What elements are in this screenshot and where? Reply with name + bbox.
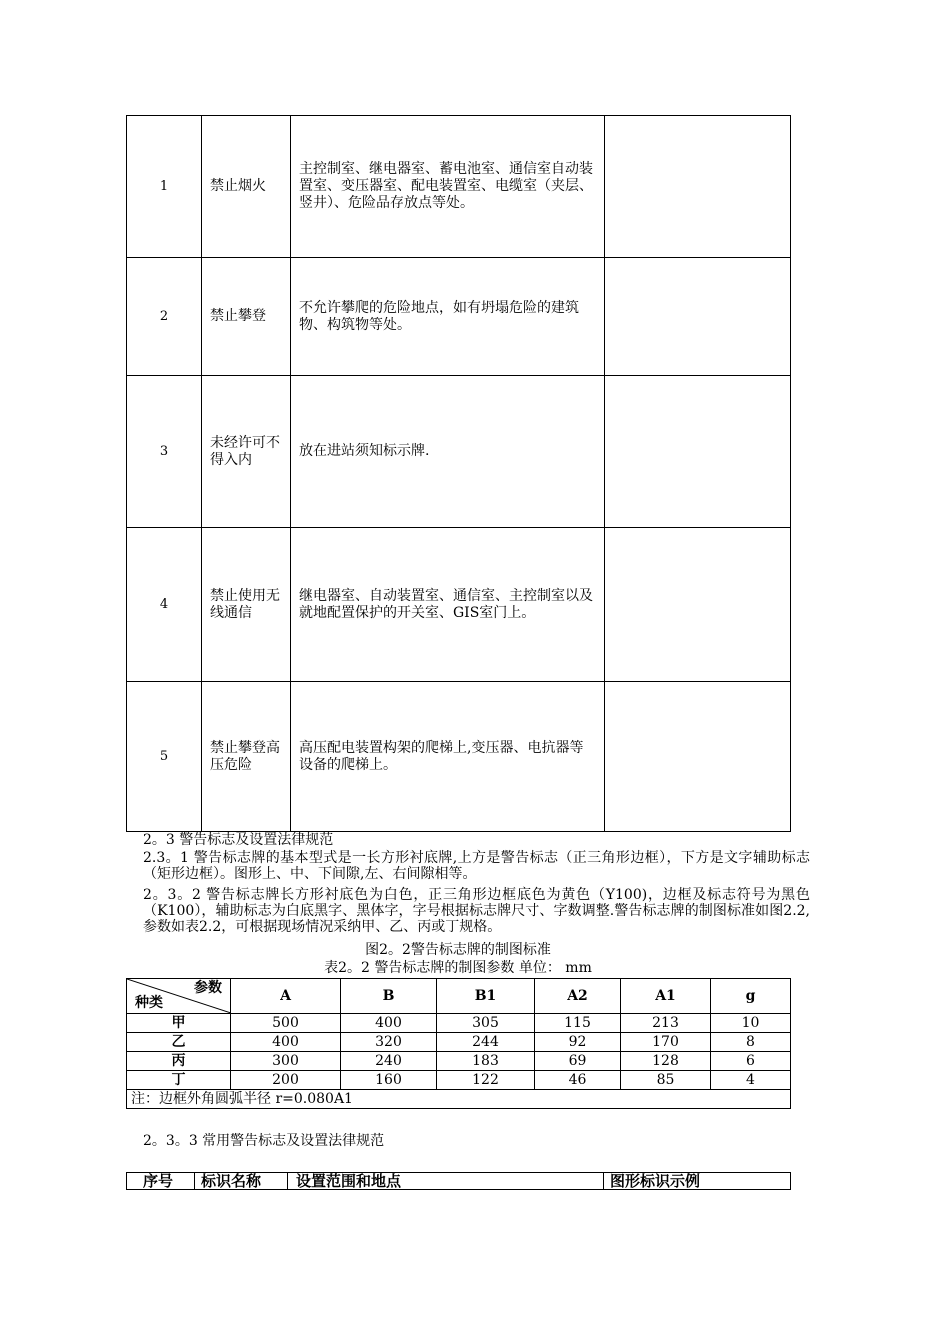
table-note: 注：边框外角圆弧半径 r=0.080A1 bbox=[127, 1090, 791, 1109]
value-cell: 244 bbox=[437, 1033, 535, 1052]
figure-caption: 图2。2警告标志牌的制图标准 bbox=[365, 942, 551, 958]
kind-cell: 丁 bbox=[127, 1071, 231, 1090]
value-cell: 400 bbox=[341, 1014, 437, 1033]
value-cell: 240 bbox=[341, 1052, 437, 1071]
column-header: A1 bbox=[621, 979, 711, 1014]
paragraph-2-3-1: 2.3。1 警告标志牌的基本型式是一长方形衬底牌,上方是警告标志（正三角形边框），下方是文字辅助标志（矩形边框）。图形上、中、下间隙,左、右间隙相等。 bbox=[143, 850, 810, 882]
value-cell: 183 bbox=[437, 1052, 535, 1071]
value-cell: 400 bbox=[231, 1033, 341, 1052]
value-cell: 213 bbox=[621, 1014, 711, 1033]
table-row bbox=[127, 1033, 791, 1052]
section-heading: 2。3 警告标志及设置法律规范 bbox=[143, 832, 334, 848]
value-cell: 8 bbox=[711, 1033, 791, 1052]
sign-scope: 高压配电装置构架的爬梯上,变压器、电抗器等设备的爬梯上。 bbox=[291, 682, 605, 832]
row-number: 5 bbox=[127, 682, 202, 832]
column-header: 设置范围和地点 bbox=[288, 1173, 604, 1190]
table-row bbox=[127, 1014, 791, 1033]
table-row bbox=[127, 1052, 791, 1071]
row-number: 3 bbox=[127, 376, 202, 528]
value-cell: 500 bbox=[231, 1014, 341, 1033]
table-row bbox=[127, 116, 791, 258]
value-cell: 305 bbox=[437, 1014, 535, 1033]
sign-scope: 继电器室、自动装置室、通信室、主控制室以及就地配置保护的开关室、GIS室门上。 bbox=[291, 528, 605, 682]
sign-example bbox=[605, 258, 791, 376]
value-cell: 115 bbox=[535, 1014, 621, 1033]
sign-scope: 主控制室、继电器室、蓄电池室、通信室自动装置室、变压器室、配电装置室、电缆室（夹层、竖井）、危险品存放点等处。 bbox=[291, 116, 605, 258]
value-cell: 122 bbox=[437, 1071, 535, 1090]
sign-example bbox=[605, 376, 791, 528]
prohibition-signs-table bbox=[126, 115, 791, 832]
column-header: A bbox=[231, 979, 341, 1014]
sign-name: 禁止使用无线通信 bbox=[202, 528, 291, 682]
sign-scope: 不允许攀爬的危险地点，如有坍塌危险的建筑物、构筑物等处。 bbox=[291, 258, 605, 376]
table-row bbox=[127, 682, 791, 832]
column-header: 序号 bbox=[127, 1173, 195, 1190]
table-row bbox=[127, 1071, 791, 1090]
row-number: 1 bbox=[127, 116, 202, 258]
table-caption: 表2。2 警告标志牌的制图参数 单位： mm bbox=[324, 960, 592, 976]
warning-sign-parameters-table bbox=[126, 978, 791, 1109]
value-cell: 85 bbox=[621, 1071, 711, 1090]
paragraph-2-3-2: 2。3。2 警告标志牌长方形衬底色为白色，正三角形边框底色为黄色（Y100)，边框及标志符号为黑色（K100），辅助标志为白底黑字、黑体字，字号根据标志牌尺寸、字数调整.警告标志牌的制图标准如图2.2,参数如表2.2，可根据现场情况采纳甲、乙、丙或丁规格。 bbox=[143, 887, 810, 935]
corner-label-params: 参数 bbox=[194, 980, 222, 996]
value-cell: 92 bbox=[535, 1033, 621, 1052]
value-cell: 320 bbox=[341, 1033, 437, 1052]
value-cell: 200 bbox=[231, 1071, 341, 1090]
kind-cell: 甲 bbox=[127, 1014, 231, 1033]
sign-example bbox=[605, 682, 791, 832]
kind-cell: 乙 bbox=[127, 1033, 231, 1052]
value-cell: 128 bbox=[621, 1052, 711, 1071]
column-header: g bbox=[711, 979, 791, 1014]
sign-example bbox=[605, 116, 791, 258]
sign-name: 未经许可不得入内 bbox=[202, 376, 291, 528]
table-header-row bbox=[127, 979, 791, 1014]
sign-name: 禁止攀登高压危险 bbox=[202, 682, 291, 832]
column-header: 图形标识示例 bbox=[604, 1173, 791, 1190]
diagonal-header-cell bbox=[127, 979, 231, 1014]
sign-scope: 放在进站须知标示牌. bbox=[291, 376, 605, 528]
column-header: 标识名称 bbox=[195, 1173, 288, 1190]
value-cell: 300 bbox=[231, 1052, 341, 1071]
table-note-row bbox=[127, 1090, 791, 1109]
row-number: 4 bbox=[127, 528, 202, 682]
value-cell: 170 bbox=[621, 1033, 711, 1052]
warning-signs-table bbox=[126, 1172, 791, 1190]
value-cell: 160 bbox=[341, 1071, 437, 1090]
table-row bbox=[127, 376, 791, 528]
value-cell: 4 bbox=[711, 1071, 791, 1090]
table-row bbox=[127, 258, 791, 376]
sign-name: 禁止烟火 bbox=[202, 116, 291, 258]
row-number: 2 bbox=[127, 258, 202, 376]
subsection-heading: 2。3。3 常用警告标志及设置法律规范 bbox=[143, 1133, 385, 1149]
column-header: B1 bbox=[437, 979, 535, 1014]
value-cell: 46 bbox=[535, 1071, 621, 1090]
value-cell: 6 bbox=[711, 1052, 791, 1071]
table-row bbox=[127, 528, 791, 682]
kind-cell: 丙 bbox=[127, 1052, 231, 1071]
column-header: B bbox=[341, 979, 437, 1014]
column-header: A2 bbox=[535, 979, 621, 1014]
value-cell: 10 bbox=[711, 1014, 791, 1033]
sign-example bbox=[605, 528, 791, 682]
sign-name: 禁止攀登 bbox=[202, 258, 291, 376]
value-cell: 69 bbox=[535, 1052, 621, 1071]
corner-label-kind: 种类 bbox=[135, 995, 163, 1011]
table-header-row bbox=[127, 1173, 791, 1190]
